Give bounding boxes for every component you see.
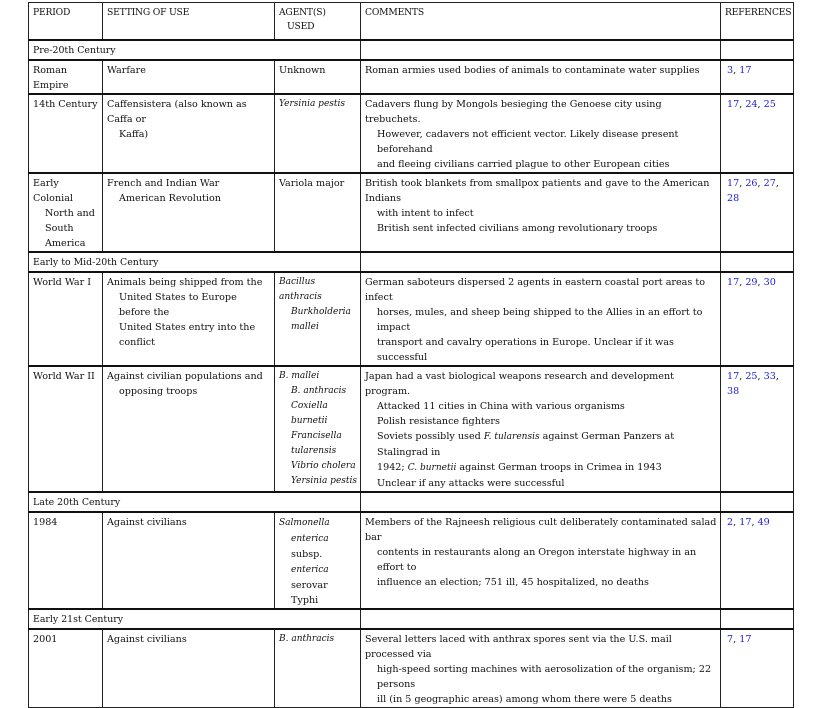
reference-link[interactable]: 17 [727,277,740,288]
reference-link[interactable]: 49 [757,517,770,528]
comment-text: However, cadavers not efficient vector. Likely disease present beforehand [377,129,679,155]
section-title: Early 21st Century [29,609,361,629]
section-empty-cell [361,252,721,272]
table-row [29,173,794,252]
agents-cell [275,94,361,173]
comment-line [365,476,717,491]
reference-link[interactable]: 27 [763,178,776,189]
references-cell [721,94,794,173]
setting-text: Against civilians [107,517,187,528]
section-title: Pre-20th Century [29,40,361,60]
references-cell [721,173,794,252]
setting-cell [103,60,275,94]
setting-text: Warfare [107,65,146,76]
header-comments: COMMENTS [361,3,721,41]
comment-text: Cadavers flung by Mongols besieging the Genoese city using trebuchets. [365,99,662,125]
comments-cell [361,366,721,492]
reference-separator: , [757,277,764,288]
period-cell [29,629,103,708]
section-empty-cell [361,40,721,60]
comments-cell [361,94,721,173]
section-row [29,40,794,60]
reference-separator: , [739,371,746,382]
reference-separator: , [733,517,740,528]
period-cell [29,366,103,492]
table-row [29,94,794,173]
agent-name: Variola major [279,178,345,189]
agent-name: B. anthracis [279,634,335,644]
reference-link[interactable]: 2 [727,517,734,528]
period-text: Roman Empire [33,65,69,91]
setting-text: conflict [119,337,156,348]
agent-name: Yersinia pestis [279,99,346,109]
comments-cell [361,629,721,708]
period-text: Early Colonial [33,178,73,204]
section-row [29,492,794,512]
agent-line [279,578,357,608]
setting-cell [103,173,275,252]
reference-separator: , [739,99,746,110]
table-row [29,512,794,609]
comment-text: with intent to infect [377,208,474,219]
bioweapons-history-table [28,2,794,708]
comment-text: ill (in 5 geographic areas) among whom there were 5 deaths [377,694,672,705]
reference-link[interactable]: 29 [745,277,758,288]
reference-link[interactable]: 3 [727,65,734,76]
references-cell [721,272,794,366]
period-text: World War I [33,277,92,288]
comment-text: against German troops in Crimea in 1943 [456,462,662,473]
period-text: World War II [33,371,95,382]
agent-line [279,531,357,562]
header-references: REFERENCES [721,3,794,41]
header-setting: SETTING OF USE [103,3,275,41]
period-text: 1984 [33,517,58,528]
setting-text: United States to Europe before the [119,292,237,318]
setting-cell [103,366,275,492]
section-row [29,252,794,272]
header-agents-line1: AGENT(S) [279,7,326,18]
references-cell [721,629,794,708]
comment-line [365,429,717,460]
reference-link[interactable]: 17 [739,65,752,76]
agent-name: Salmonella [279,518,330,528]
period-cell [29,173,103,252]
setting-text: Against civilian populations and [107,371,263,382]
comment-text: Members of the Rajneesh religious cult deliberately contaminated salad bar [365,517,717,543]
period-text: 14th Century [33,99,98,110]
header-agents [275,3,361,41]
comment-line [365,414,717,429]
setting-text: opposing troops [119,386,198,397]
reference-separator: , [751,517,758,528]
reference-link[interactable]: 17 [727,99,740,110]
comment-text: Polish resistance fighters [377,416,500,427]
agent-name: Coxiella [291,401,328,411]
section-empty-cell [721,40,794,60]
reference-link[interactable]: 30 [763,277,776,288]
period-text: South [45,223,74,234]
table-row [29,60,794,94]
setting-cell [103,94,275,173]
period-cell [29,60,103,94]
table-row [29,629,794,708]
reference-link[interactable]: 17 [739,517,752,528]
agents-cell [275,60,361,94]
reference-link[interactable]: 7 [727,634,734,645]
section-empty-cell [361,609,721,629]
period-text: North and [45,208,95,219]
table-row [29,272,794,366]
comment-text: Roman armies used bodies of animals to contaminate water supplies [365,65,700,76]
section-row [29,609,794,629]
section-empty-cell [721,252,794,272]
reference-separator: , [733,65,740,76]
agent-name: enterica [291,534,329,544]
reference-separator: , [775,178,779,189]
comment-text: against German Panzers at Stalingrad in [377,431,675,458]
section-title: Early to Mid-20th Century [29,252,361,272]
reference-link[interactable]: 38 [727,386,740,397]
comment-text: Attacked 11 cities in China with various organisms [377,401,625,412]
agent-name: burnetii [291,416,328,426]
comment-text: German saboteurs dispersed 2 agents in eastern coastal port areas to infect [365,277,705,303]
comment-line [365,399,717,414]
reference-link[interactable]: 17 [727,371,740,382]
references-cell [721,366,794,492]
reference-separator: , [757,99,764,110]
comment-text: British took blankets from smallpox patients and gave to the American Indians [365,178,710,204]
reference-link[interactable]: 25 [745,371,758,382]
agents-cell [275,173,361,252]
setting-text: Kaffa) [119,129,149,140]
period-cell [29,512,103,609]
section-empty-cell [721,492,794,512]
agent-name: B. anthracis [291,386,347,396]
comment-text: Soviets possibly used [377,431,484,442]
references-cell [721,60,794,94]
comment-text: high-speed sorting machines with aerosolization of the organism; 22 persons [377,664,712,690]
header-period: PERIOD [29,3,103,41]
comment-text: influence an election; 751 ill, 45 hospitalized, no deaths [377,577,649,588]
reference-link[interactable]: 33 [763,371,776,382]
agents-cell [275,629,361,708]
comment-text: and fleeing civilians carried plague to other European cities [377,159,670,170]
comment-text: contents in restaurants along an Oregon interstate highway in an effort to [377,547,697,573]
header-row [29,3,794,41]
setting-cell [103,272,275,366]
section-empty-cell [721,609,794,629]
agent-name: Yersinia pestis [291,476,358,486]
comment-text: 1942; [377,462,408,473]
agent-name: enterica [291,565,329,575]
comments-cell [361,272,721,366]
header-agents-line2: USED [287,21,315,32]
comments-cell [361,60,721,94]
agent-name: Burkholderia [291,307,351,317]
period-text: 2001 [33,634,58,645]
reference-separator: , [739,178,746,189]
reference-link[interactable]: 24 [745,99,758,110]
setting-text: French and Indian War [107,178,220,189]
comments-cell [361,173,721,252]
agent-qualifier: serovar Typhi [291,580,328,606]
setting-cell [103,629,275,708]
setting-text: American Revolution [119,193,221,204]
reference-link[interactable]: 17 [727,178,740,189]
reference-separator: , [757,371,764,382]
reference-link[interactable]: 17 [739,634,752,645]
references-cell [721,512,794,609]
comment-text: Several letters laced with anthrax spores sent via the U.S. mail processed via [365,634,672,660]
comment-line [365,460,717,476]
period-cell [29,94,103,173]
section-empty-cell [361,492,721,512]
setting-cell [103,512,275,609]
setting-text: Animals being shipped from the [107,277,263,288]
agent-name: Bacillus anthracis [279,277,322,302]
agent-name: Vibrio cholera [291,461,356,471]
comments-cell [361,512,721,609]
agent-qualifier: subsp. [291,549,323,560]
period-text: America [45,238,86,249]
reference-link[interactable]: 25 [763,99,776,110]
section-title: Late 20th Century [29,492,361,512]
setting-text: Against civilians [107,634,187,645]
agent-name: Francisella [291,431,342,441]
reference-separator: , [757,178,764,189]
agent-name: B. mallei [279,371,320,381]
agent-name: Unknown [279,65,326,76]
reference-separator: , [733,634,740,645]
agents-cell [275,366,361,492]
agent-line [279,562,357,578]
agents-cell [275,272,361,366]
reference-link[interactable]: 28 [727,193,740,204]
agent-name: tularensis [291,446,337,456]
reference-link[interactable]: 26 [745,178,758,189]
setting-text: United States entry into the [119,322,256,333]
setting-text: Caffensistera (also known as Caffa or [107,99,247,125]
agents-cell [275,512,361,609]
comment-text: transport and cavalry operations in Europe. Unclear if it was successful [377,337,674,363]
organism-name: C. burnetii [407,463,457,473]
organism-name: F. tularensis [483,432,540,442]
table-row [29,366,794,492]
comment-text: Unclear if any attacks were successful [377,478,565,489]
reference-separator: , [739,277,746,288]
reference-separator: , [775,371,779,382]
agent-line [279,515,357,531]
agent-name: mallei [291,322,319,332]
comment-line [365,369,717,399]
period-cell [29,272,103,366]
comment-text: British sent infected civilians among revolutionary troops [377,223,658,234]
comment-text: Japan had a vast biological weapons research and development program. [365,371,674,397]
comment-text: horses, mules, and sheep being shipped to the Allies in an effort to impact [377,307,703,333]
